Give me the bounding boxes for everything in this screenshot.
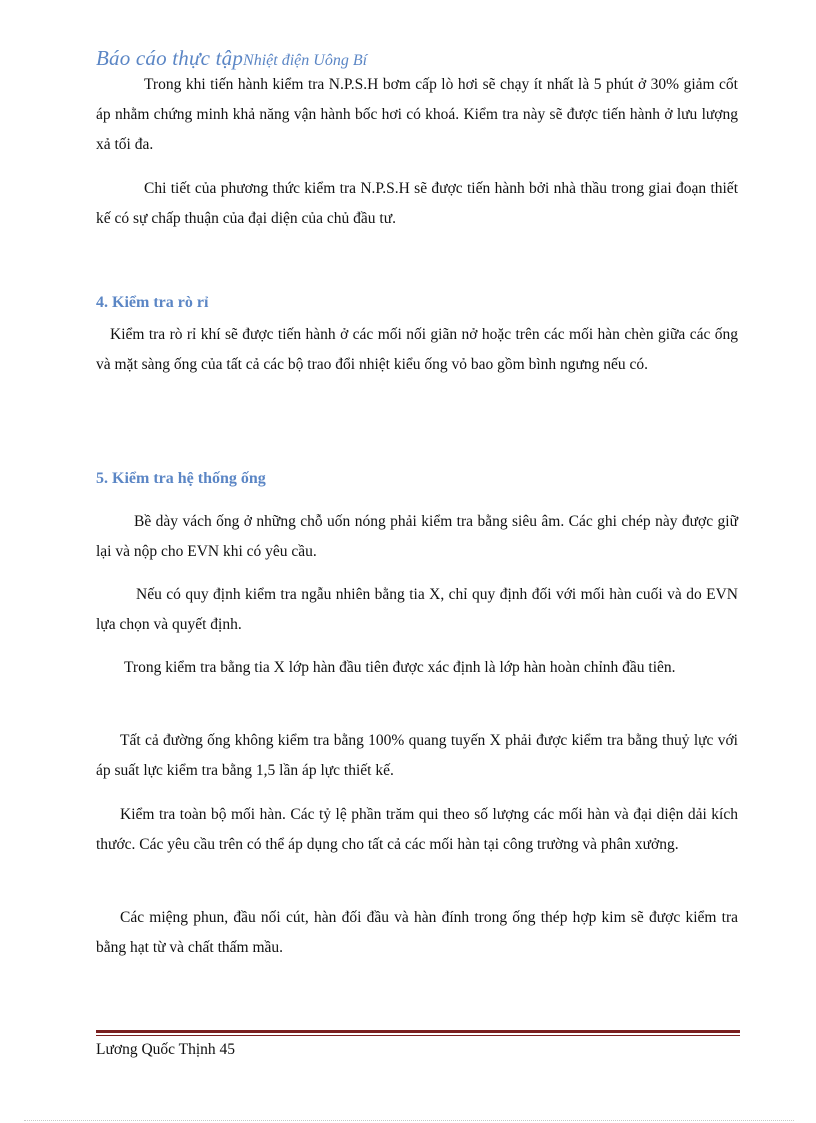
paragraph-wall-thickness: Bề dày vách ống ở những chỗ uốn nóng phải kiểm tra bằng siêu âm. Các ghi chép này được giữ lại và nộp cho EVN khi có yêu cầu.	[96, 513, 738, 560]
paragraph-xray-first-layer: Trong kiểm tra bằng tia X lớp hàn đầu tiên được xác định là lớp hàn hoàn chỉnh đầu tiên.	[124, 659, 676, 676]
section-heading-piping-test: 5. Kiểm tra hệ thống ống	[96, 470, 266, 487]
paragraph-xray-random: Nếu có quy định kiểm tra ngẫu nhiên bằng tia X, chỉ quy định đối với mối hàn cuối và do EVN lựa chọn và quyết định.	[96, 586, 738, 633]
paragraph-npsh-details: Chi tiết của phương thức kiểm tra N.P.S.H sẽ được tiến hành bởi nhà thầu trong giai đoạn thiết kế có sự chấp thuận của đại diện của chủ đầu tư.	[96, 180, 738, 227]
page-header	[96, 46, 367, 71]
page-bottom-edge	[24, 1120, 794, 1121]
footer-rule-thin	[96, 1035, 740, 1036]
header-subtitle: Nhiệt điện Uông Bí	[243, 52, 368, 69]
header-title: Báo cáo thực tập	[96, 46, 244, 70]
paragraph-hydraulic-test: Tất cả đường ống không kiểm tra bằng 100% quang tuyến X phải được kiểm tra bằng thuỷ lực với áp suất lực kiểm tra bằng 1,5 lần áp lực thiết kế.	[96, 732, 738, 779]
section-heading-leak-test: 4. Kiểm tra rò rỉ	[96, 294, 209, 311]
paragraph-weld-inspection: Kiểm tra toàn bộ mối hàn. Các tỷ lệ phần trăm qui theo số lượng các mối hàn và đại diện dải kích thước. Các yêu cầu trên có thể áp dụng cho tất cả các mối hàn tại công trường và phân xưởng.	[96, 806, 738, 853]
paragraph-nozzle-inspection: Các miệng phun, đầu nối cút, hàn đối đầu và hàn đính trong ống thép hợp kim sẽ được kiểm tra bằng hạt từ và chất thấm mầu.	[96, 909, 738, 956]
footer-rule-thick	[96, 1030, 740, 1033]
page-footer: Lương Quốc Thịnh 45	[96, 1041, 236, 1058]
paragraph-npsh-test: Trong khi tiến hành kiểm tra N.P.S.H bơm cấp lò hơi sẽ chạy ít nhất là 5 phút ở 30% giảm cốt áp nhằm chứng minh khả năng vận hành bốc hơi có khoá. Kiểm tra này sẽ được tiến hành ở lưu lượng xả tối đa.	[96, 76, 738, 153]
paragraph-leak-test: Kiểm tra rò rỉ khí sẽ được tiến hành ở các mối nối giãn nở hoặc trên các mối hàn chèn giữa các ống và mặt sàng ống của tất cả các bộ trao đổi nhiệt kiểu ống vỏ bao gồm bình ngưng nếu có.	[96, 326, 738, 373]
